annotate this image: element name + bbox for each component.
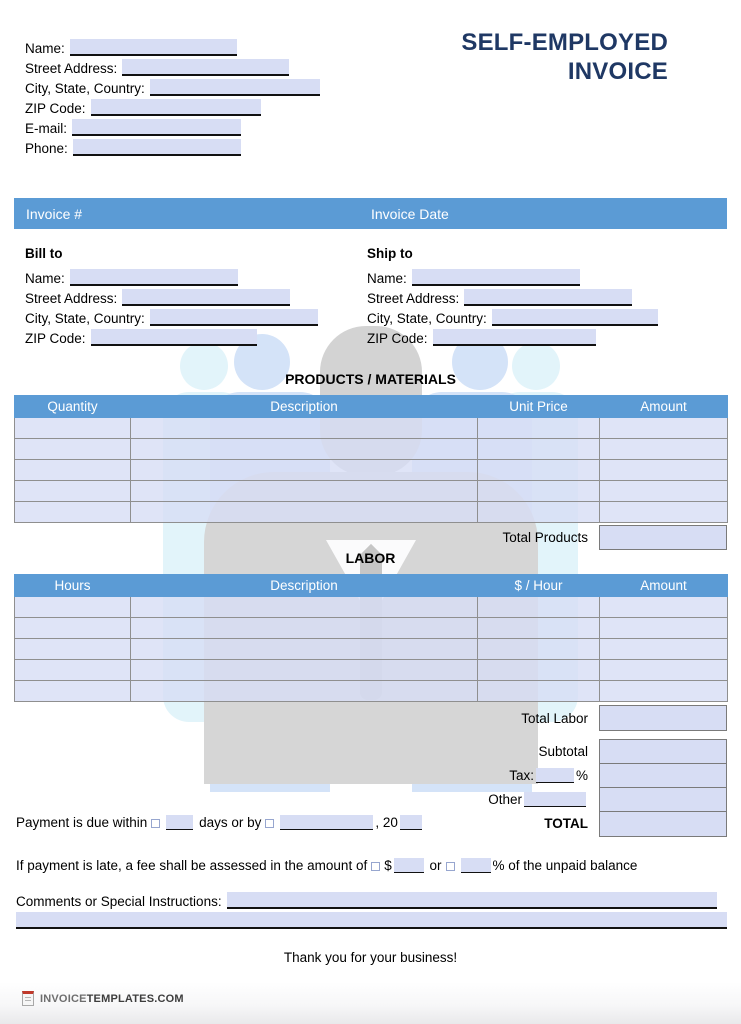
late-fee-line bbox=[16, 858, 637, 873]
bill-to-street-label: Street Address: bbox=[25, 291, 118, 306]
table-cell[interactable] bbox=[600, 639, 728, 660]
sender-phone-label: Phone: bbox=[25, 141, 68, 156]
brand-text-invoice: INVOICE bbox=[40, 992, 87, 1005]
ship-to-city-field[interactable] bbox=[492, 309, 658, 326]
table-cell[interactable] bbox=[478, 660, 600, 681]
bill-to-name-field[interactable] bbox=[70, 269, 238, 286]
late-fee-prefix-text: If payment is late, a fee shall be assessed in the amount of bbox=[16, 858, 368, 873]
table-row bbox=[15, 502, 728, 523]
products-col-description: Description bbox=[131, 396, 478, 418]
labor-col-description: Description bbox=[131, 575, 478, 597]
table-cell[interactable] bbox=[15, 418, 131, 439]
labor-header-row bbox=[15, 575, 728, 597]
sender-info-block bbox=[25, 36, 320, 156]
payment-prefix-text: Payment is due within bbox=[16, 815, 148, 830]
products-col-quantity: Quantity bbox=[15, 396, 131, 418]
late-fee-dollar-sign: $ bbox=[384, 858, 392, 873]
sender-phone-field[interactable] bbox=[73, 139, 241, 156]
payment-days-field[interactable] bbox=[166, 815, 193, 830]
invoice-number-label[interactable]: Invoice # bbox=[26, 205, 83, 222]
table-cell[interactable] bbox=[600, 681, 728, 702]
ship-to-city-label: City, State, Country: bbox=[367, 311, 487, 326]
table-row bbox=[15, 597, 728, 618]
sender-zip-label: ZIP Code: bbox=[25, 101, 86, 116]
table-cell[interactable] bbox=[478, 639, 600, 660]
table-cell[interactable] bbox=[131, 460, 478, 481]
table-cell[interactable] bbox=[600, 418, 728, 439]
labor-table bbox=[14, 574, 728, 702]
bill-to-block bbox=[25, 246, 318, 346]
comments-field[interactable] bbox=[227, 892, 717, 909]
sender-city-field[interactable] bbox=[150, 79, 320, 96]
table-cell[interactable] bbox=[600, 439, 728, 460]
sender-email-field[interactable] bbox=[72, 119, 241, 136]
title-line1: SELF-EMPLOYED bbox=[461, 29, 668, 56]
other-amount-field[interactable] bbox=[599, 787, 727, 812]
late-fee-percent-checkbox[interactable] bbox=[446, 862, 455, 871]
table-cell[interactable] bbox=[131, 639, 478, 660]
total-labor-label: Total Labor bbox=[521, 711, 588, 726]
table-cell[interactable] bbox=[15, 460, 131, 481]
payment-date-field[interactable] bbox=[280, 815, 373, 830]
late-fee-or-text: or bbox=[429, 858, 442, 873]
table-cell[interactable] bbox=[478, 481, 600, 502]
table-row bbox=[15, 639, 728, 660]
table-cell[interactable] bbox=[478, 439, 600, 460]
labor-section-title: LABOR bbox=[345, 550, 396, 566]
sender-city-label: City, State, Country: bbox=[25, 81, 145, 96]
table-cell[interactable] bbox=[15, 681, 131, 702]
invoice-date-label[interactable]: Invoice Date bbox=[371, 205, 449, 222]
other-row bbox=[0, 792, 588, 807]
sender-name-field[interactable] bbox=[70, 39, 237, 56]
products-col-unit-price: Unit Price bbox=[478, 396, 600, 418]
labor-col-rate: $ / Hour bbox=[478, 575, 600, 597]
payment-year-field[interactable] bbox=[400, 815, 422, 830]
table-cell[interactable] bbox=[600, 460, 728, 481]
table-cell[interactable] bbox=[600, 618, 728, 639]
bill-to-zip-label: ZIP Code: bbox=[25, 331, 86, 346]
payment-date-checkbox[interactable] bbox=[265, 819, 274, 828]
payment-middle-text: days or by bbox=[199, 815, 262, 830]
table-row bbox=[15, 418, 728, 439]
ship-to-name-label: Name: bbox=[367, 271, 407, 286]
table-cell[interactable] bbox=[15, 597, 131, 618]
bill-to-name-label: Name: bbox=[25, 271, 65, 286]
brand-text-com: .COM bbox=[154, 992, 184, 1005]
products-section-title: PRODUCTS / MATERIALS bbox=[285, 371, 456, 387]
table-cell[interactable] bbox=[478, 460, 600, 481]
table-row bbox=[15, 439, 728, 460]
subtotal-label: Subtotal bbox=[538, 744, 588, 759]
labor-col-amount: Amount bbox=[600, 575, 728, 597]
table-cell[interactable] bbox=[478, 502, 600, 523]
tax-amount-field[interactable] bbox=[599, 763, 727, 788]
table-cell[interactable] bbox=[600, 597, 728, 618]
ship-to-heading: Ship to bbox=[367, 246, 413, 261]
sender-street-label: Street Address: bbox=[25, 61, 118, 76]
table-cell[interactable] bbox=[600, 502, 728, 523]
products-header-row bbox=[15, 396, 728, 418]
tax-row bbox=[0, 768, 588, 783]
total-label: TOTAL bbox=[544, 816, 588, 831]
sender-email-label: E-mail: bbox=[25, 121, 68, 136]
payment-days-checkbox[interactable] bbox=[151, 819, 160, 828]
total-products-field[interactable] bbox=[599, 525, 727, 550]
table-row bbox=[15, 660, 728, 681]
table-cell[interactable] bbox=[600, 660, 728, 681]
labor-col-hours: Hours bbox=[15, 575, 131, 597]
table-cell[interactable] bbox=[131, 439, 478, 460]
brand-text-templates: TEMPLATES bbox=[86, 992, 155, 1005]
table-cell[interactable] bbox=[478, 681, 600, 702]
sender-zip-field[interactable] bbox=[91, 99, 261, 116]
table-cell[interactable] bbox=[131, 502, 478, 523]
table-cell[interactable] bbox=[131, 681, 478, 702]
ship-to-zip-field[interactable] bbox=[433, 329, 596, 346]
invoice-header-bar bbox=[14, 198, 727, 229]
tax-label: Tax: bbox=[509, 768, 534, 783]
table-row bbox=[15, 481, 728, 502]
subtotal-field[interactable] bbox=[599, 739, 727, 764]
table-cell[interactable] bbox=[478, 597, 600, 618]
bill-to-heading: Bill to bbox=[25, 246, 63, 261]
ship-to-name-field[interactable] bbox=[412, 269, 580, 286]
products-col-amount: Amount bbox=[600, 396, 728, 418]
products-table bbox=[14, 395, 728, 523]
title-line2: INVOICE bbox=[567, 58, 668, 85]
comments-row bbox=[16, 889, 717, 909]
bill-to-zip-field[interactable] bbox=[91, 329, 257, 346]
late-fee-amount-field[interactable] bbox=[394, 858, 424, 873]
payment-year-text: , 20 bbox=[375, 815, 398, 830]
table-cell[interactable] bbox=[131, 597, 478, 618]
table-cell[interactable] bbox=[15, 502, 131, 523]
total-labor-field[interactable] bbox=[599, 705, 727, 731]
table-row bbox=[15, 681, 728, 702]
bill-to-city-field[interactable] bbox=[150, 309, 318, 326]
table-cell[interactable] bbox=[478, 618, 600, 639]
late-fee-percent-field[interactable] bbox=[461, 858, 491, 873]
invoicetemplates-brand[interactable] bbox=[22, 991, 184, 1006]
table-cell[interactable] bbox=[131, 618, 478, 639]
table-cell[interactable] bbox=[131, 660, 478, 681]
table-row bbox=[15, 460, 728, 481]
other-field[interactable] bbox=[524, 792, 586, 807]
table-cell[interactable] bbox=[15, 439, 131, 460]
bill-to-street-field[interactable] bbox=[122, 289, 290, 306]
comments-field-line2[interactable] bbox=[16, 912, 727, 929]
table-cell[interactable] bbox=[15, 660, 131, 681]
table-cell[interactable] bbox=[131, 481, 478, 502]
comments-label: Comments or Special Instructions: bbox=[16, 894, 222, 909]
total-field[interactable] bbox=[599, 811, 727, 837]
tax-suffix: % bbox=[575, 768, 588, 783]
page-title bbox=[420, 28, 668, 86]
bill-to-city-label: City, State, Country: bbox=[25, 311, 145, 326]
table-cell[interactable] bbox=[15, 618, 131, 639]
ship-to-street-label: Street Address: bbox=[367, 291, 460, 306]
table-cell[interactable] bbox=[131, 418, 478, 439]
table-row bbox=[15, 618, 728, 639]
other-label: Other bbox=[488, 792, 522, 807]
ship-to-zip-label: ZIP Code: bbox=[367, 331, 428, 346]
late-fee-suffix-text: % of the unpaid balance bbox=[492, 858, 638, 873]
table-cell[interactable] bbox=[15, 481, 131, 502]
table-cell[interactable] bbox=[478, 418, 600, 439]
sender-name-label: Name: bbox=[25, 41, 65, 56]
total-products-label: Total Products bbox=[502, 530, 588, 545]
ship-to-block bbox=[367, 246, 658, 346]
tax-percent-field[interactable] bbox=[536, 768, 574, 783]
late-fee-flat-checkbox[interactable] bbox=[371, 862, 380, 871]
sender-street-field[interactable] bbox=[122, 59, 289, 76]
thank-you-text: Thank you for your business! bbox=[283, 950, 458, 965]
table-cell[interactable] bbox=[15, 639, 131, 660]
document-icon bbox=[22, 991, 34, 1006]
ship-to-street-field[interactable] bbox=[464, 289, 632, 306]
payment-terms-line bbox=[16, 815, 424, 830]
table-cell[interactable] bbox=[600, 481, 728, 502]
